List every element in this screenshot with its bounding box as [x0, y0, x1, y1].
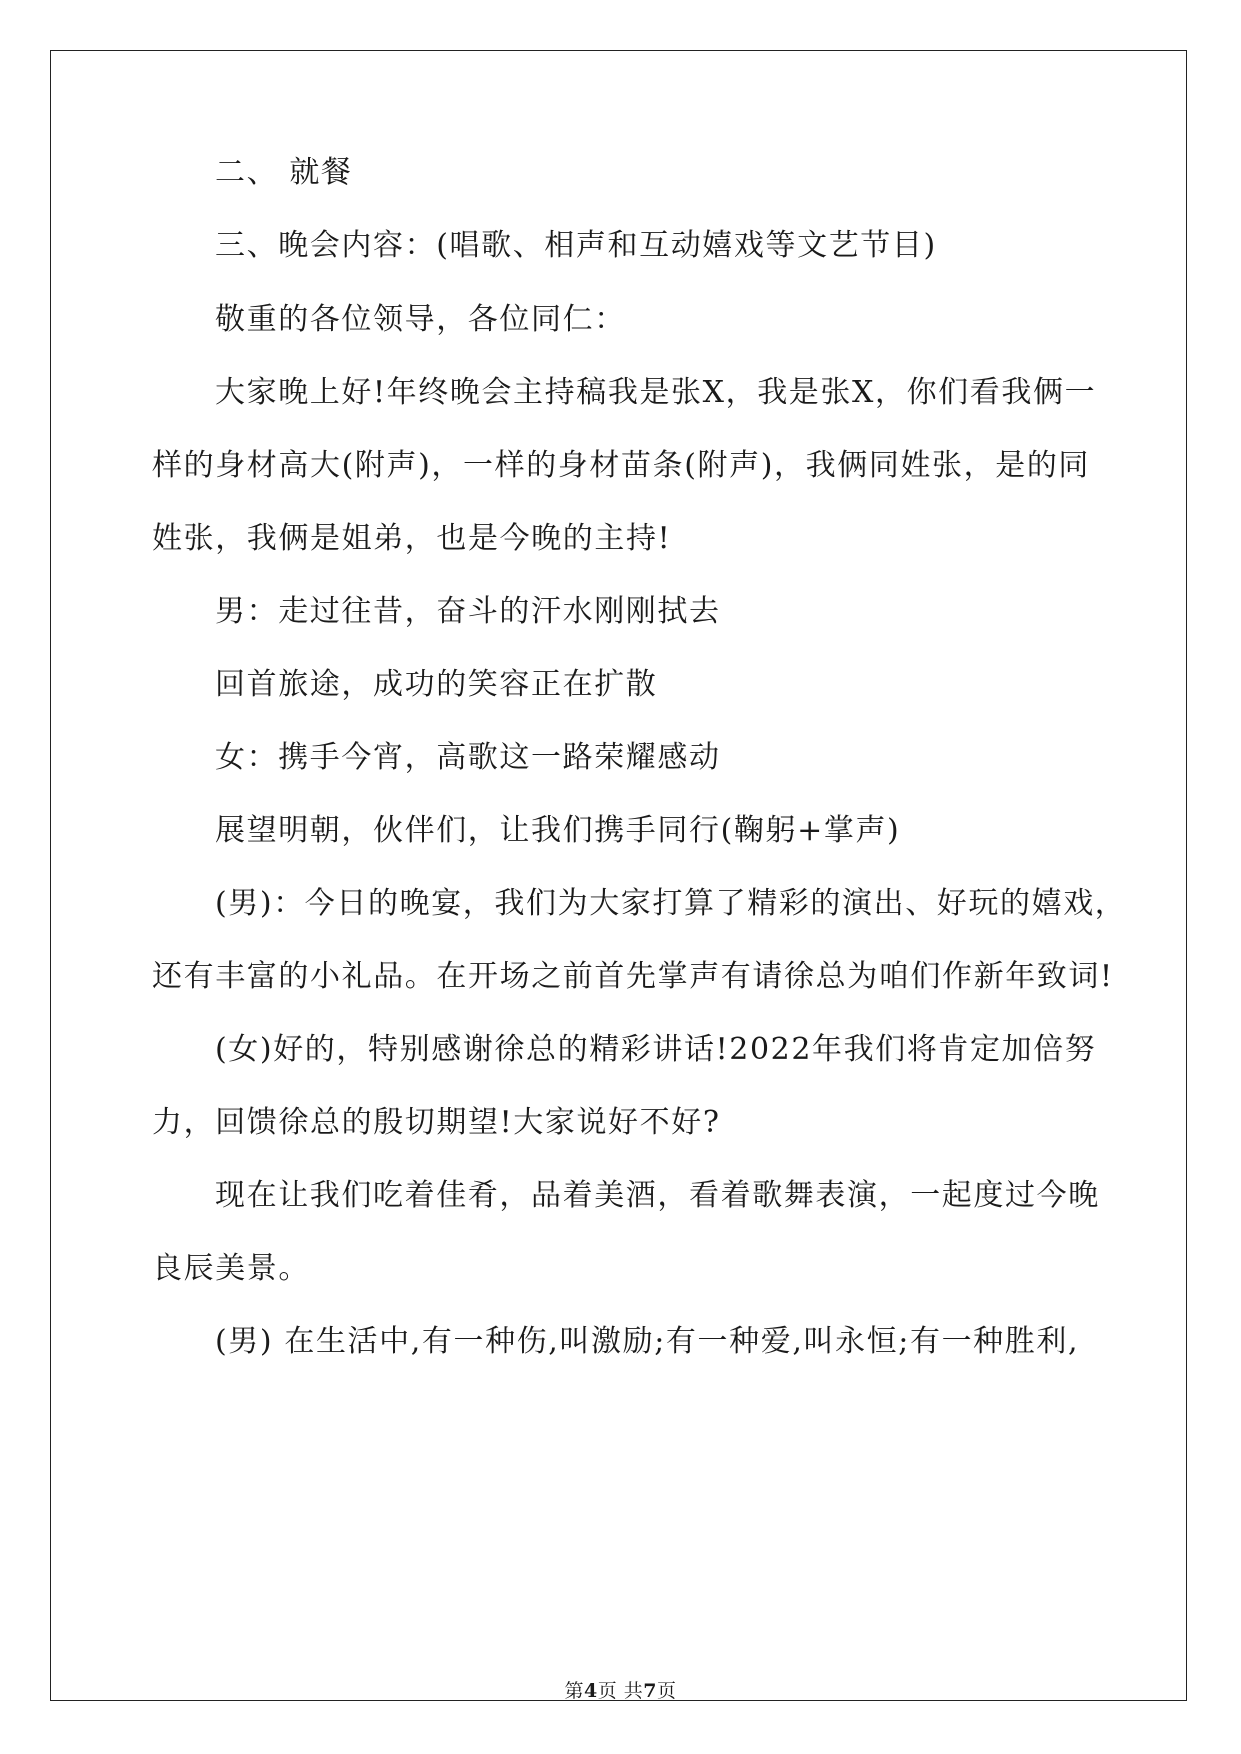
paragraph-line: 还有丰富的小礼品。在开场之前首先掌声有请徐总为咱们作新年致词!	[152, 959, 1114, 994]
page-border	[50, 50, 1187, 1701]
page-middle: 页 共	[597, 1680, 644, 1702]
paragraph-line: 样的身材高大(附声)，一样的身材苗条(附声)，我俩同姓张，是的同	[152, 448, 1091, 483]
paragraph-line: 三、晚会内容：(唱歌、相声和互动嬉戏等文艺节目)	[215, 228, 937, 263]
paragraph-line: 女：携手今宵，高歌这一路荣耀感动	[215, 740, 721, 775]
paragraph-line: 展望明朝，伙伴们，让我们携手同行(鞠躬+掌声)	[215, 813, 901, 848]
paragraph-line: (女)好的，特别感谢徐总的精彩讲话!2022年我们将肯定加倍努	[215, 1032, 1097, 1067]
paragraph-line: 敬重的各位领导，各位同仁：	[215, 302, 626, 337]
paragraph-line: 二、 就餐	[215, 155, 353, 190]
paragraph-line: 姓张，我俩是姐弟，也是今晚的主持!	[152, 521, 672, 556]
page-number-footer	[0, 1676, 1241, 1703]
paragraph-line: 良辰美景。	[152, 1251, 310, 1286]
paragraph-line: 现在让我们吃着佳肴，品着美酒，看着歌舞表演，一起度过今晚	[215, 1178, 1100, 1213]
paragraph-line: 回首旅途，成功的笑容正在扩散	[215, 667, 658, 702]
paragraph-line: (男)：今日的晚宴，我们为大家打算了精彩的演出、好玩的嬉戏，	[215, 886, 1127, 921]
total-pages-number: 7	[643, 1680, 657, 1702]
paragraph-line: 力，回馈徐总的殷切期望!大家说好不好?	[152, 1105, 721, 1140]
current-page-number: 4	[583, 1680, 598, 1702]
page-prefix: 第	[564, 1680, 584, 1702]
paragraph-line: 大家晚上好!年终晚会主持稿我是张X，我是张X，你们看我俩一	[215, 375, 1097, 410]
paragraph-line: 男：走过往昔，奋斗的汗水刚刚拭去	[215, 594, 721, 629]
page-suffix: 页	[657, 1680, 677, 1702]
paragraph-line: (男) 在生活中,有一种伤,叫激励;有一种爱,叫永恒;有一种胜利,	[215, 1324, 1080, 1359]
